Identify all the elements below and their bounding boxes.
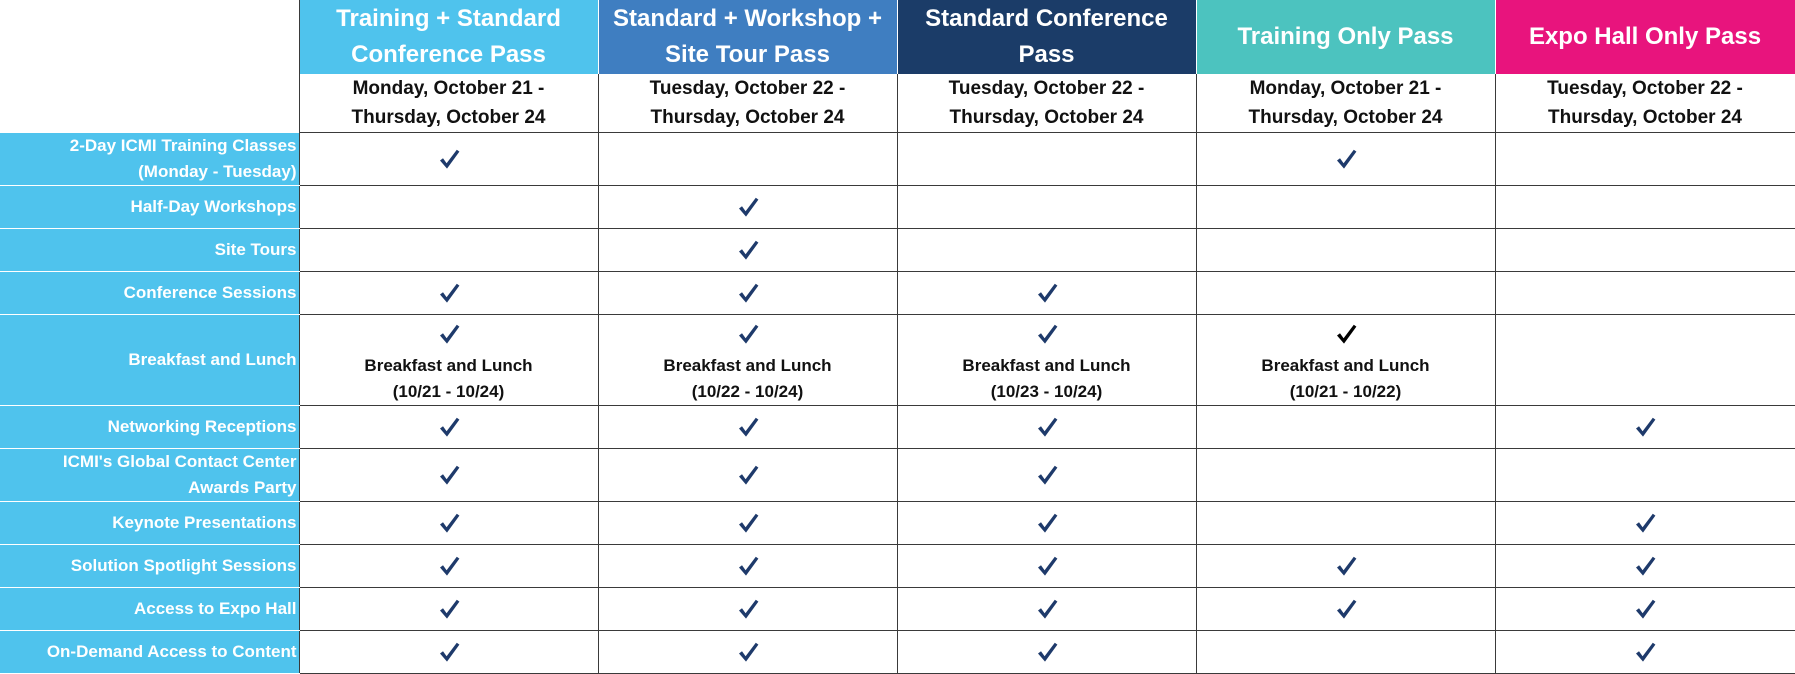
feature-cell <box>598 588 897 631</box>
check-icon <box>1633 511 1657 535</box>
feature-cell <box>1495 229 1795 272</box>
feature-label-line: ICMI's Global Contact Center <box>62 452 297 471</box>
check-icon <box>437 511 461 535</box>
check-icon <box>736 597 760 621</box>
check-icon <box>736 463 760 487</box>
feature-cell <box>897 449 1196 502</box>
feature-cell <box>299 186 598 229</box>
pass-dates-line: Monday, October 21 - <box>1249 78 1442 99</box>
feature-label-line: (Monday - Tuesday) <box>138 161 297 181</box>
pass-dates-line: Thursday, October 24 <box>1548 107 1742 128</box>
feature-label <box>0 272 299 315</box>
meal-note-line: Breakfast and Lunch <box>1261 356 1430 375</box>
check-icon <box>736 322 760 346</box>
check-icon <box>437 281 461 305</box>
pass-header <box>1196 0 1495 74</box>
feature-cell <box>598 449 897 502</box>
feature-label <box>0 315 299 406</box>
check-icon <box>1334 554 1358 578</box>
feature-cell <box>1495 186 1795 229</box>
check-icon <box>1035 511 1059 535</box>
feature-label-line: Access to Expo Hall <box>133 599 297 618</box>
feature-row <box>0 631 1795 674</box>
feature-label-line: 2-Day ICMI Training Classes <box>69 135 297 155</box>
feature-cell <box>1196 631 1495 674</box>
feature-label-line: Half-Day Workshops <box>130 197 297 216</box>
feature-cell <box>299 502 598 545</box>
check-icon <box>437 597 461 621</box>
feature-row <box>0 133 1795 186</box>
feature-cell <box>897 502 1196 545</box>
feature-cell <box>1495 133 1795 186</box>
feature-row <box>0 406 1795 449</box>
meal-note <box>1197 353 1495 405</box>
pass-header <box>1495 0 1795 74</box>
pass-dates-line: Thursday, October 24 <box>351 107 546 128</box>
pass-dates-line: Thursday, October 24 <box>1248 107 1443 128</box>
feature-cell <box>299 229 598 272</box>
feature-cell <box>1196 588 1495 631</box>
feature-cell <box>1196 315 1495 406</box>
feature-cell <box>1196 449 1495 502</box>
pass-dates-line: Thursday, October 24 <box>650 107 845 128</box>
feature-cell <box>897 272 1196 315</box>
feature-label-line: Keynote Presentations <box>112 513 297 532</box>
check-icon <box>1035 463 1059 487</box>
meal-note <box>898 353 1196 405</box>
check-icon <box>736 554 760 578</box>
meal-note-dates: (10/21 - 10/22) <box>1289 382 1402 401</box>
feature-row <box>0 272 1795 315</box>
feature-cell <box>1495 449 1795 502</box>
feature-cell <box>897 406 1196 449</box>
check-icon <box>437 640 461 664</box>
check-icon <box>736 640 760 664</box>
check-icon <box>437 415 461 439</box>
feature-label <box>0 588 299 631</box>
check-icon <box>437 322 461 346</box>
feature-cell <box>598 502 897 545</box>
feature-row <box>0 545 1795 588</box>
feature-cell <box>1495 272 1795 315</box>
pass-dates <box>897 74 1196 133</box>
feature-cell <box>598 315 897 406</box>
check-icon <box>437 147 461 171</box>
feature-cell <box>299 315 598 406</box>
check-icon <box>437 554 461 578</box>
feature-label <box>0 186 299 229</box>
feature-cell <box>1495 545 1795 588</box>
meal-note-dates: (10/23 - 10/24) <box>990 382 1103 401</box>
pass-header <box>897 0 1196 74</box>
check-icon <box>1334 597 1358 621</box>
feature-label <box>0 229 299 272</box>
feature-label <box>0 545 299 588</box>
feature-cell <box>1495 631 1795 674</box>
pass-name-line: Conference Pass <box>351 41 546 68</box>
feature-cell <box>897 631 1196 674</box>
pass-dates-line: Monday, October 21 - <box>352 78 545 99</box>
check-icon <box>1035 597 1059 621</box>
feature-cell <box>299 631 598 674</box>
feature-row <box>0 229 1795 272</box>
check-icon <box>1035 640 1059 664</box>
pass-name-line: Training Only Pass <box>1237 23 1454 50</box>
feature-cell <box>1495 406 1795 449</box>
feature-cell <box>1196 406 1495 449</box>
feature-cell <box>598 133 897 186</box>
feature-cell <box>897 545 1196 588</box>
check-icon <box>1035 281 1059 305</box>
meal-note-dates: (10/21 - 10/24) <box>392 382 505 401</box>
feature-cell <box>299 272 598 315</box>
feature-label <box>0 502 299 545</box>
pass-name-line: Standard + Workshop + <box>613 5 882 32</box>
feature-row <box>0 315 1795 406</box>
check-icon <box>1633 640 1657 664</box>
pass-dates-line: Thursday, October 24 <box>949 107 1144 128</box>
feature-label-line: Conference Sessions <box>123 283 297 302</box>
pass-dates <box>299 74 598 133</box>
check-icon <box>736 281 760 305</box>
feature-cell <box>1495 588 1795 631</box>
pass-name-line: Pass <box>1018 41 1075 68</box>
check-icon <box>1035 415 1059 439</box>
feature-cell <box>897 588 1196 631</box>
feature-cell <box>299 545 598 588</box>
pass-dates-line: Tuesday, October 22 - <box>948 78 1145 99</box>
feature-cell <box>598 631 897 674</box>
check-icon <box>1035 554 1059 578</box>
check-icon <box>1633 554 1657 578</box>
check-icon <box>736 195 760 219</box>
check-icon <box>1035 322 1059 346</box>
pass-dates <box>598 74 897 133</box>
feature-cell <box>598 406 897 449</box>
pass-dates-line: Tuesday, October 22 - <box>1547 78 1743 99</box>
meal-note-line: Breakfast and Lunch <box>364 356 533 375</box>
feature-label-line: On-Demand Access to Content <box>46 642 297 661</box>
check-icon <box>736 415 760 439</box>
feature-cell <box>1495 502 1795 545</box>
check-icon <box>437 463 461 487</box>
check-icon <box>1633 597 1657 621</box>
feature-cell <box>897 133 1196 186</box>
feature-cell <box>598 272 897 315</box>
meal-note-dates: (10/22 - 10/24) <box>691 382 804 401</box>
pass-name-line: Training + Standard <box>336 5 561 32</box>
meal-note-line: Breakfast and Lunch <box>663 356 832 375</box>
feature-label <box>0 631 299 674</box>
feature-cell <box>299 449 598 502</box>
check-icon <box>1334 322 1358 346</box>
pass-name-line: Expo Hall Only Pass <box>1528 23 1762 50</box>
pass-header <box>299 0 598 74</box>
pass-name-line: Site Tour Pass <box>665 41 830 68</box>
feature-label-line: Solution Spotlight Sessions <box>70 556 297 575</box>
feature-label <box>0 133 299 186</box>
feature-label-line: Awards Party <box>188 478 297 497</box>
check-icon <box>1633 415 1657 439</box>
feature-cell <box>299 133 598 186</box>
pass-header <box>598 0 897 74</box>
feature-row <box>0 588 1795 631</box>
feature-label-line: Site Tours <box>214 240 297 259</box>
feature-cell <box>598 545 897 588</box>
feature-cell <box>1196 272 1495 315</box>
feature-label <box>0 449 299 502</box>
feature-cell <box>1196 502 1495 545</box>
check-icon <box>736 238 760 262</box>
meal-note <box>599 353 897 405</box>
feature-cell <box>897 315 1196 406</box>
feature-cell <box>299 406 598 449</box>
feature-label <box>0 406 299 449</box>
meal-note-line: Breakfast and Lunch <box>962 356 1131 375</box>
feature-cell <box>1495 315 1795 406</box>
feature-cell <box>897 186 1196 229</box>
pass-dates <box>1495 74 1795 133</box>
check-icon <box>1334 147 1358 171</box>
feature-row <box>0 186 1795 229</box>
check-icon <box>736 511 760 535</box>
empty-corner-cell <box>0 0 299 133</box>
feature-row <box>0 449 1795 502</box>
feature-cell <box>598 186 897 229</box>
feature-cell <box>1196 186 1495 229</box>
pass-dates-line: Tuesday, October 22 - <box>649 78 846 99</box>
feature-label-line: Breakfast and Lunch <box>128 350 297 369</box>
pass-name-line: Standard Conference <box>925 5 1168 32</box>
feature-cell <box>1196 229 1495 272</box>
feature-label-line: Networking Receptions <box>107 417 297 436</box>
feature-cell <box>897 229 1196 272</box>
feature-cell <box>598 229 897 272</box>
feature-cell <box>1196 545 1495 588</box>
pass-header-row <box>0 0 1795 74</box>
feature-row <box>0 502 1795 545</box>
pass-dates <box>1196 74 1495 133</box>
feature-cell <box>1196 133 1495 186</box>
meal-note <box>300 353 598 405</box>
feature-cell <box>299 588 598 631</box>
